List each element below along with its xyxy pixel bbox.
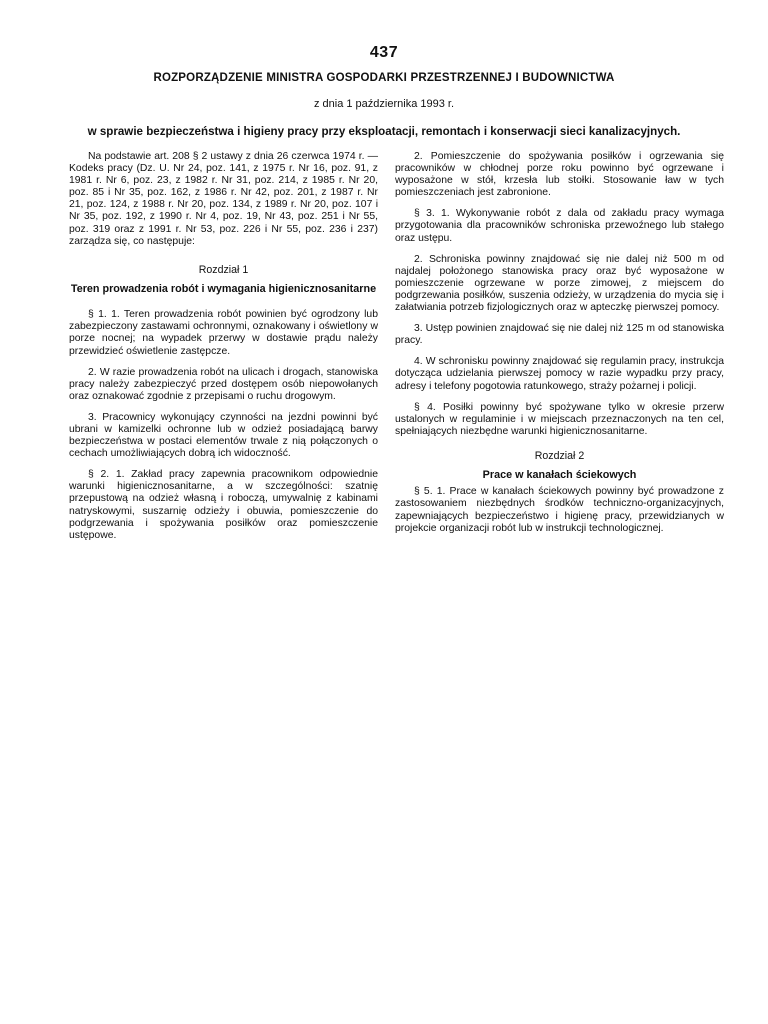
paragraph-s4: § 4. Posiłki powinny być spożywane tylko w okresie przerw ustalonych w regulaminie i w miejscach przeznaczonych na ten cel, spełniających niezbędne warunki higienicznosanitarne.: [395, 401, 724, 437]
right-column: [395, 151, 724, 544]
paragraph-s3-1: § 3. 1. Wykonywanie robót z dala od zakładu pracy wymaga przygotowania dla pracowników schroniska przewoźnego lub stałego oraz ustępu.: [395, 208, 724, 244]
paragraph-s1-2: 2. W razie prowadzenia robót na ulicach i drogach, stanowiska pracy należy zabezpieczyć przed dostępem osób niepowołanych oraz oznakować zgodnie z przepisami o ruchu drogowym.: [69, 366, 378, 402]
left-column: [69, 151, 378, 551]
paragraph-s1-1: § 1. 1. Teren prowadzenia robót powinien być ogrodzony lub zabezpieczony zastawami ochronnymi, oznakowany i oświetlony w porze nocnej; na wypadek przerwy w dostawie prądu należy przewidzieć oświetlenie zastępcze.: [69, 309, 378, 357]
paragraph-s5-1: § 5. 1. Prace w kanałach ściekowych powinny być prowadzone z zastosowaniem niezbędnych środków techniczno-organizacyjnych, zapewniających bezpieczeństwo i higienę pracy, przewidzianych w projekcie organizacji robót lub w instrukcji technologicznej.: [395, 486, 724, 534]
chapter-2-label: Rozdział 2: [534, 449, 585, 462]
preamble-paragraph: Na podstawie art. 208 § 2 ustawy z dnia 26 czerwca 1974 r. — Kodeks pracy (Dz. U. Nr 24, poz. 141, z 1975 r. Nr 16, poz. 91, z 1981 r. Nr 6, poz. 23, z 1982 r. Nr 31, poz. 214, z 1985 r. Nr 20, poz. 85 i Nr 35, poz. 162, z 1986 r. Nr 42, poz. 201, z 1987 r. Nr 21, poz. 124, z 1988 r. Nr 20, poz. 134, z 1989 r. Nr 20, poz. 107 i Nr 35, poz. 192, z 1990 r. Nr 4, poz. 19, Nr 43, poz. 251 i Nr 55, poz. 319 oraz z 1991 r. Nr 53, poz. 226 i Nr 55, poz. 236 i 237) zarządza się, co następuje:: [69, 151, 378, 247]
paragraph-s3-4: 4. W schronisku powinny znajdować się regulamin pracy, instrukcja dotycząca udzielania pierwszej pomocy w razie wypadku przy pracy, adresy i telefony pogotowia ratunkowego, straży pożarnej i policji.: [395, 356, 724, 392]
chapter-1-title: Teren prowadzenia robót i wymagania higienicznosanitarne: [70, 282, 377, 295]
chapter-1-label: Rozdział 1: [198, 263, 249, 276]
paragraph-s3-2: 2. Schroniska powinny znajdować się nie dalej niż 500 m od najdalej położonego stanowiska pracy oraz być wyposażone w pomieszczenie ogrzewane w porze zimowej, z miejscem do podgrzewania posiłków, suszenia odzieży, w urządzenia do mycia się i załatwiania potrzeb fizjologicznych oraz w apteczkę pierwszej pomocy.: [395, 253, 724, 314]
paragraph-s3-3: 3. Ustęp powinien znajdować się nie dalej niż 125 m od stanowiska pracy.: [395, 323, 724, 347]
regulation-title: ROZPORZĄDZENIE MINISTRA GOSPODARKI PRZESTRZENNEJ I BUDOWNICTWA: [153, 72, 615, 84]
page-number: 437: [369, 44, 399, 61]
regulation-subject: w sprawie bezpieczeństwa i higieny pracy przy eksploatacji, remontach i konserwacji sieci kanalizacyjnych.: [87, 125, 681, 138]
regulation-date: z dnia 1 października 1993 r.: [313, 98, 455, 110]
paragraph-s1-3: 3. Pracownicy wykonujący czynności na jezdni powinni być ubrani w kamizelki ochronne lub w odzież posiadającą barwy bezpieczeństwa w postaci elementów trwale z nią połączonych o cechach umożliwiających dobrą ich widoczność.: [69, 411, 378, 460]
chapter-2-title: Prace w kanałach ściekowych: [482, 468, 637, 481]
paragraph-s2-2: 2. Pomieszczenie do spożywania posiłków i ogrzewania się pracowników w chłodnej porze roku powinno być ogrzewane i wyposażone w stół, krzesła lub stołki. Stosowanie ław w tych pomieszczeniach jest zabronione.: [395, 151, 724, 199]
paragraph-s2-1: § 2. 1. Zakład pracy zapewnia pracownikom odpowiednie warunki higienicznosanitarne, a w szczególności: szatnię przepustową na odzież własną i roboczą, umywalnię z kabinami natryskowymi, suszarnię odzieży i obuwia, pomieszczenie do podgrzewania i spożywania posiłków oraz pomieszczenie ustępowe.: [69, 469, 378, 541]
